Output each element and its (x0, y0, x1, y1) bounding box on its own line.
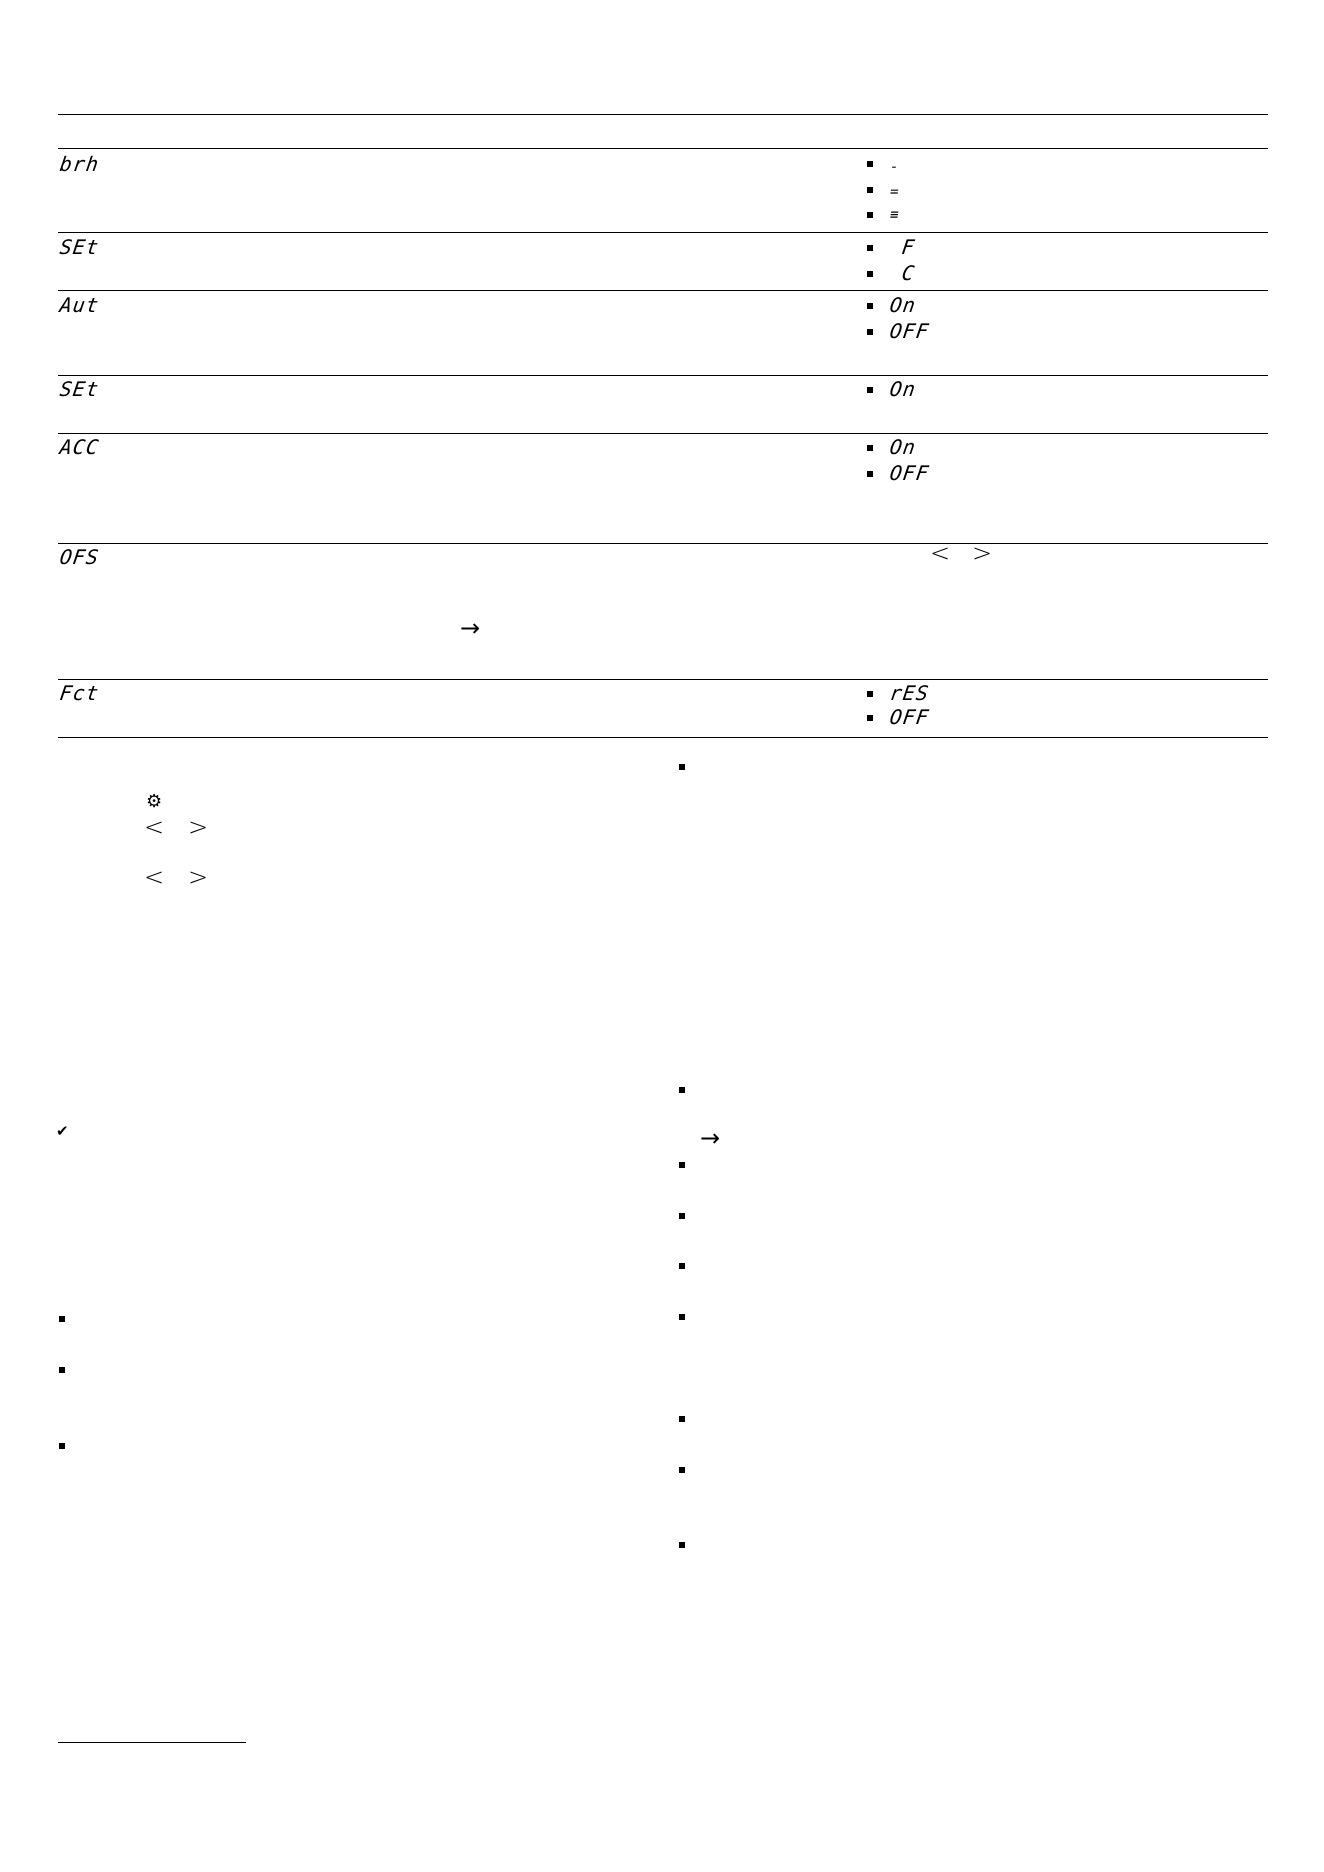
setting-code-set: SEt (58, 235, 101, 259)
option-value: = (888, 184, 901, 200)
option-value: rES (888, 681, 931, 705)
option-value: On (888, 377, 918, 401)
bullet-icon (679, 1416, 685, 1422)
bullet-icon (679, 1314, 685, 1320)
bullet-icon (59, 1316, 65, 1322)
table-row-divider (58, 543, 1268, 544)
chevron-right-icon: > (188, 813, 209, 841)
arrow-right-icon: → (460, 614, 481, 642)
setting-code-brh: brh (58, 152, 101, 176)
table-row-divider (58, 290, 1268, 291)
option-value: On (888, 293, 918, 317)
option-value: OFF (888, 319, 931, 343)
chevron-right-icon: > (972, 539, 993, 567)
bullet-icon (867, 329, 873, 335)
bullet-icon (679, 1263, 685, 1269)
bullet-icon (867, 303, 873, 309)
setting-code-fct: Fct (58, 681, 101, 705)
option-value: - (888, 159, 901, 175)
bullet-icon (867, 271, 873, 277)
table-row-divider (58, 375, 1268, 376)
chevron-right-icon: > (188, 863, 209, 891)
table-header-rule (58, 148, 1268, 149)
arrow-right-icon: → (700, 1124, 721, 1152)
bullet-icon (867, 245, 873, 251)
chevron-left-icon: < (144, 813, 165, 841)
bullet-icon (867, 387, 873, 393)
table-row-divider (58, 433, 1268, 434)
table-top-rule (58, 114, 1268, 115)
option-value: On (888, 435, 918, 459)
option-value: OFF (888, 461, 931, 485)
option-value: ≡ (888, 207, 901, 223)
table-bottom-rule (58, 737, 1268, 738)
bullet-icon (679, 1213, 685, 1219)
option-value: OFF (888, 705, 931, 729)
setting-code-set: SEt (58, 377, 101, 401)
bullet-icon (867, 445, 873, 451)
setting-code-ofs: OFS (58, 545, 101, 569)
bullet-icon (867, 715, 873, 721)
chevron-left-icon: < (144, 863, 165, 891)
option-value: C (900, 261, 917, 285)
option-value: F (900, 235, 917, 259)
gear-icon: ⚙ (146, 791, 163, 812)
bullet-icon (679, 1467, 685, 1473)
check-icon: ✔ (56, 1122, 69, 1140)
chevron-left-icon: < (930, 539, 951, 567)
bullet-icon (867, 187, 873, 193)
bullet-icon (867, 691, 873, 697)
table-row-divider (58, 679, 1268, 680)
bullet-icon (679, 1087, 685, 1093)
bullet-icon (867, 471, 873, 477)
bullet-icon (867, 161, 873, 167)
bullet-icon (679, 1542, 685, 1548)
table-row-divider (58, 232, 1268, 233)
bullet-icon (867, 212, 873, 218)
bullet-icon (679, 764, 685, 770)
bullet-icon (59, 1443, 65, 1449)
bullet-icon (59, 1367, 65, 1373)
setting-code-acc: ACC (58, 435, 101, 459)
footnote-rule (58, 1742, 246, 1743)
bullet-icon (679, 1162, 685, 1168)
setting-code-aut: Aut (58, 293, 101, 317)
